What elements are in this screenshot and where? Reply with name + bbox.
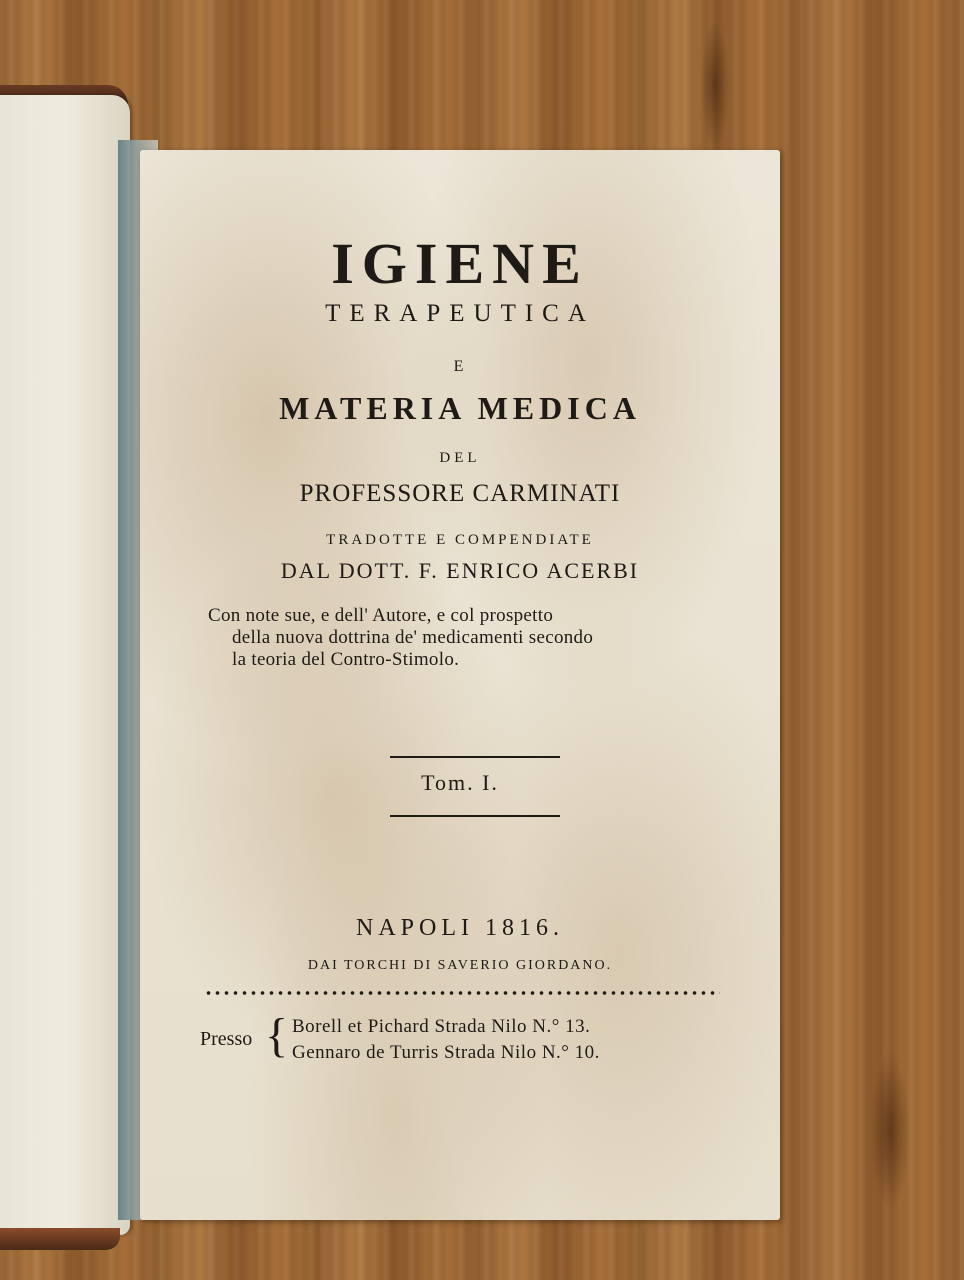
seller-line: Gennaro de Turris Strada Nilo N.° 10.: [292, 1042, 600, 1063]
description-line: della nuova dottrina de' medicamenti secondo: [232, 627, 594, 648]
translator-line: DAL DOTT. F. ENRICO ACERBI: [280, 558, 640, 583]
subtitle-line: MATERIA MEDICA: [279, 390, 641, 426]
volume-label: Tom. I.: [421, 770, 499, 795]
author-line: PROFESSORE CARMINATI: [299, 480, 621, 507]
brace-glyph: {: [265, 1009, 289, 1062]
conjunction: E: [453, 358, 467, 375]
title-page: [140, 150, 780, 1220]
divider-rule: [390, 815, 560, 817]
title-page-print: [140, 150, 780, 1220]
seller-line: Borell et Pichard Strada Nilo N.° 13.: [292, 1016, 591, 1037]
description-line: la teoria del Contro-Stimolo.: [232, 649, 460, 670]
description-line: Con note sue, e dell' Autore, e col prospetto: [208, 605, 554, 626]
subtitle-line: TERAPEUTICA: [325, 300, 595, 327]
place-year: NAPOLI 1816.: [356, 915, 564, 941]
dotted-divider: [204, 988, 720, 998]
wood-knot: [870, 1050, 910, 1210]
printer-line: DAI TORCHI DI SAVERIO GIORDANO.: [307, 958, 613, 973]
translated-line: TRADOTTE E COMPENDIATE: [326, 532, 594, 548]
presso-label: Presso: [200, 1028, 253, 1050]
main-title: IGIENE: [331, 231, 589, 296]
left-flyleaf: [0, 95, 130, 1235]
description: [208, 605, 728, 671]
book-cover-edge-bottom: [0, 1228, 120, 1250]
sellers-list: [292, 1014, 762, 1066]
preposition: DEL: [439, 450, 481, 466]
wood-knot: [700, 20, 730, 150]
divider-rule: [390, 756, 560, 758]
